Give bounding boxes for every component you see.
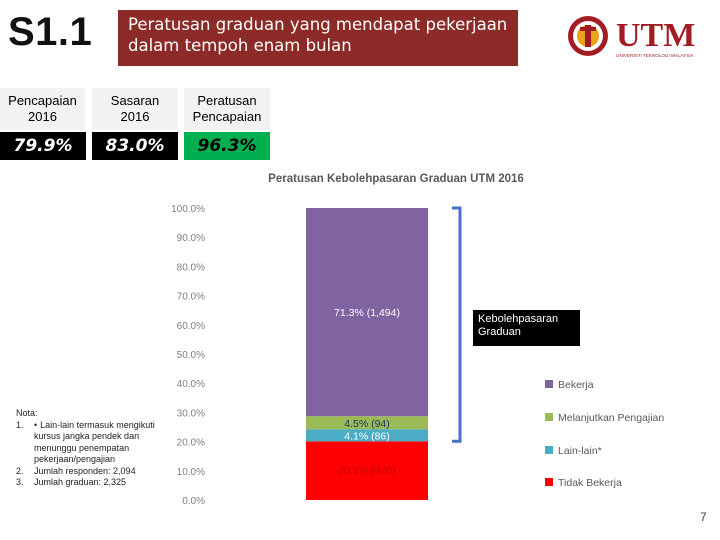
y-tick-label: 0.0%	[182, 496, 205, 507]
kpi-target-year: 2016	[120, 109, 150, 124]
data-label: 20.1% (420)	[338, 464, 396, 477]
legend-swatch	[545, 413, 553, 421]
kpi-percent-label-1: Peratusan	[197, 93, 257, 108]
slide-code: S1.1	[8, 10, 93, 54]
data-label: 4.5% (94)	[344, 417, 390, 430]
kpi-target-label: Sasaran	[110, 93, 160, 108]
y-tick-label: 60.0%	[176, 320, 205, 332]
kpi-achievement-year: 2016	[28, 109, 57, 124]
y-tick-label: 10.0%	[176, 466, 205, 478]
note-text: Jumlah responden: 2,094	[34, 465, 136, 476]
notes	[16, 408, 166, 489]
y-tick-label: 90.0%	[176, 233, 205, 245]
bracket-label-line2: Graduan	[478, 326, 521, 338]
slide-title-line2: dalam tempoh enam bulan	[128, 36, 352, 55]
legend-label: Lain-lain*	[558, 445, 602, 457]
logo-wordmark: UTM	[616, 17, 696, 54]
data-label: 71.3% (1,494)	[334, 307, 400, 320]
legend-swatch	[545, 478, 553, 486]
bracket-line	[452, 208, 460, 441]
y-tick-label: 80.0%	[176, 262, 205, 274]
legend-swatch	[545, 380, 553, 388]
notes-heading: Nota:	[16, 408, 38, 418]
slide-title-line1: Peratusan graduan yang mendapat pekerjaan	[128, 15, 508, 34]
kpi-target-value: 83.0%	[92, 132, 178, 160]
bracket-label-line1: Kebolehpasaran	[478, 313, 559, 325]
y-tick-label: 50.0%	[176, 350, 205, 361]
notes-list	[16, 420, 166, 489]
bracket-label	[473, 310, 580, 346]
note-text: Lain-lain termasuk mengikuti kursus jangka pendek dan menunggu penempatan pekerjaan/pengajian	[34, 419, 155, 464]
note-text: Jumlah graduan: 2,325	[34, 477, 127, 487]
data-label: 4.1% (86)	[344, 430, 390, 443]
legend-label: Bekerja	[558, 379, 594, 391]
legend-label: Melanjutkan Pengajian	[558, 412, 665, 424]
y-tick-label: 70.0%	[176, 291, 205, 303]
y-tick-label: 20.0%	[176, 437, 205, 449]
kpi-percent-value: 96.3%	[184, 132, 270, 160]
note-number: 2.	[16, 465, 24, 476]
note-number: 3.	[16, 477, 24, 487]
chart-title: Peratusan Kebolehpasaran Graduan UTM 2016	[268, 173, 524, 185]
y-tick-label: 40.0%	[176, 379, 205, 391]
y-tick-label: 100.0%	[171, 204, 205, 215]
kpi-achievement-label: Pencapaian	[8, 93, 77, 108]
kpi-achievement-value: 79.9%	[0, 132, 86, 160]
note-item	[16, 420, 166, 466]
note-item	[16, 477, 166, 489]
note-item	[16, 466, 166, 478]
note-number: 1.	[16, 419, 24, 430]
legend-label: Tidak Bekerja	[558, 477, 622, 489]
kpi-percent-label-2: Pencapaian	[192, 109, 262, 124]
page-number: 7	[700, 510, 707, 524]
logo-subtext: UNIVERSITI TEKNOLOGI MALAYSIA	[616, 53, 694, 58]
legend-swatch	[545, 446, 553, 454]
bullet-icon: •	[34, 419, 38, 430]
y-tick-label: 30.0%	[176, 408, 205, 420]
